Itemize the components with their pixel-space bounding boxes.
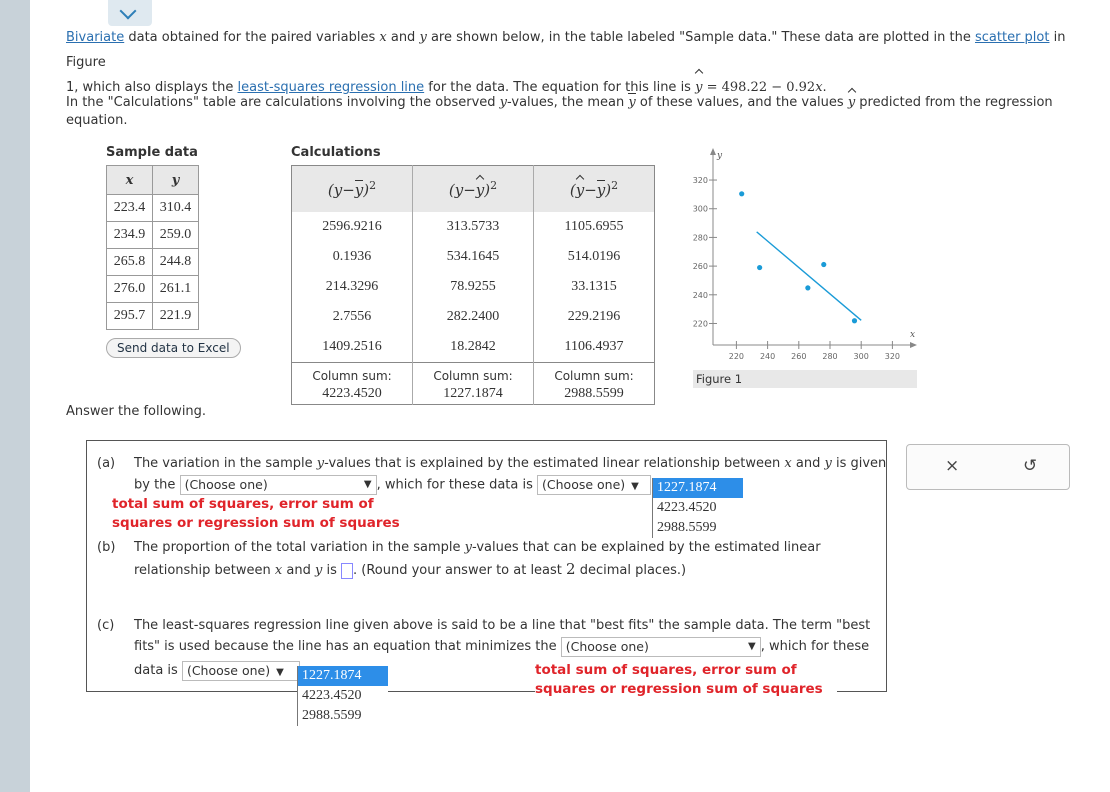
- table-row: [292, 332, 655, 363]
- option-item[interactable]: 4223.4520: [657, 500, 717, 515]
- measure-select-c[interactable]: [561, 637, 761, 657]
- option-item[interactable]: 1227.1874: [653, 478, 743, 498]
- var-x: x: [815, 80, 823, 95]
- text: is given: [831, 456, 887, 471]
- x-tick-label: 320: [884, 352, 901, 361]
- y-tick-label: 240: [692, 290, 708, 300]
- select-value: (Choose one): [565, 638, 649, 654]
- figure-caption: Figure 1: [693, 370, 917, 388]
- cell: 229.2196: [534, 302, 655, 332]
- option-text: squares or regression sum of squares: [112, 515, 400, 531]
- cell: 244.8: [153, 249, 199, 276]
- dropdown-arrow-icon: ▼: [748, 640, 756, 652]
- y-tick-label: 220: [692, 319, 708, 329]
- sample-data-table: [106, 165, 199, 330]
- dropdown-arrow-icon: ▼: [363, 479, 372, 490]
- table-header: [292, 166, 655, 213]
- left-rail: [0, 0, 30, 792]
- text: decimal places.): [575, 563, 687, 578]
- table-row: [107, 303, 199, 330]
- cell: 310.4: [153, 195, 199, 222]
- dropdown-arrow-icon: ▼: [276, 666, 284, 678]
- text: is: [322, 563, 337, 578]
- y-tick-label: 260: [692, 262, 708, 272]
- sample-data-title: Sample data: [106, 145, 198, 160]
- calculations-title: Calculations: [291, 145, 381, 160]
- data-point: [805, 285, 810, 290]
- text: The variation in the sample: [134, 456, 317, 471]
- cell: 2596.9216: [322, 219, 382, 234]
- sum-label: Column sum:: [433, 369, 513, 383]
- header-yhat-minus-ybar-sq: $(y-y)^2$: [534, 166, 655, 213]
- var-y: y: [419, 30, 427, 45]
- select-value: (Choose one): [184, 477, 268, 492]
- header-y: y: [153, 166, 199, 195]
- send-to-excel-button[interactable]: Send data to Excel: [106, 338, 241, 358]
- table-header: [107, 166, 199, 195]
- data-point: [852, 318, 857, 323]
- table-row: [107, 222, 199, 249]
- sum-value: 2988.5599: [564, 386, 624, 401]
- cell: 221.9: [153, 303, 199, 330]
- cell: 1409.2516: [322, 339, 382, 354]
- text: for the data. The equation for this line is: [424, 80, 696, 95]
- var-ybar: y: [628, 95, 636, 110]
- y-axis-label: y: [717, 151, 723, 161]
- cell: 261.1: [153, 276, 199, 303]
- var-y: y: [314, 563, 323, 578]
- undo-icon[interactable]: ↺: [1023, 456, 1038, 476]
- text: data obtained for the paired variables: [124, 30, 380, 45]
- chevron-down-icon: [120, 3, 137, 20]
- cell: 259.0: [153, 222, 199, 249]
- data-point: [821, 262, 826, 267]
- tools-panel: [906, 444, 1070, 490]
- cell: 33.1315: [534, 272, 655, 302]
- text: relationship between: [134, 563, 275, 578]
- decimal-count: 2: [566, 560, 576, 578]
- cell: 234.9: [107, 222, 153, 249]
- text: are shown below, in the table labeled "Sample data." These data are plotted in the: [426, 30, 975, 45]
- text: , which for these data is: [376, 477, 533, 493]
- text: 1, which also displays the: [66, 80, 238, 95]
- text: and: [386, 30, 420, 45]
- table-row: [292, 212, 655, 242]
- proportion-input[interactable]: [341, 563, 353, 579]
- var-y: y: [824, 456, 832, 471]
- cell: 276.0: [107, 276, 153, 303]
- text: predicted from the regression: [855, 95, 1053, 110]
- var-y: y: [316, 456, 325, 471]
- table-row: [292, 242, 655, 272]
- text: in Figure: [66, 30, 1066, 70]
- text: .: [822, 80, 827, 95]
- value-select-a[interactable]: [537, 475, 651, 495]
- x-tick-label: 220: [728, 352, 745, 361]
- value-options-c: [297, 666, 388, 726]
- y-tick-label: 320: [692, 176, 708, 186]
- y-axis-arrow: [710, 148, 716, 155]
- sum-value: 1227.1874: [443, 386, 503, 401]
- cell: 1106.4937: [534, 332, 655, 363]
- measure-select-a[interactable]: [180, 475, 377, 495]
- table-row: [292, 302, 655, 332]
- cell: 78.9255: [413, 272, 534, 302]
- sum-cell: [534, 363, 655, 405]
- table-row: [292, 272, 655, 302]
- text: . (Round your answer to at least: [353, 563, 567, 578]
- part-b-label: (b): [97, 540, 116, 555]
- table-row: [107, 195, 199, 222]
- y-tick-label: 300: [692, 204, 708, 214]
- sum-label: Column sum:: [554, 369, 634, 383]
- cell: 214.3296: [325, 279, 379, 294]
- text: , which for these: [760, 639, 870, 654]
- scatter-plot: [688, 140, 920, 370]
- header-y-minus-ybar-sq: $(y-y)^2$: [292, 166, 413, 213]
- cell: 223.4: [107, 195, 153, 222]
- text: by the: [134, 477, 176, 493]
- option-item[interactable]: 1227.1874: [298, 666, 388, 686]
- cell: 534.1645: [413, 242, 534, 272]
- cell: 2.7556: [332, 309, 372, 324]
- var-y: y: [499, 95, 508, 110]
- cell: 514.0196: [534, 242, 655, 272]
- dropdown-arrow-icon: ▼: [631, 481, 639, 492]
- answer-prompt: Answer the following.: [66, 404, 207, 419]
- table-row: [107, 276, 199, 303]
- value-select-c[interactable]: [182, 661, 300, 681]
- option-text: squares or regression sum of squares: [535, 681, 823, 697]
- x-axis-arrow: [910, 342, 917, 348]
- cell: 295.7: [107, 303, 153, 330]
- collapse-tab[interactable]: [108, 0, 152, 26]
- var-y: y: [464, 540, 472, 555]
- data-point: [739, 191, 744, 196]
- var-x: x: [784, 456, 792, 471]
- option-text: total sum of squares, error sum of: [112, 496, 374, 512]
- sum-value: 4223.4520: [322, 386, 382, 401]
- text: of these values, and the values: [635, 95, 848, 110]
- value-options-a: [652, 478, 743, 538]
- scatter-plot-link[interactable]: scatter plot: [975, 30, 1050, 45]
- calculations-table: [291, 165, 655, 405]
- table-row: [107, 249, 199, 276]
- cell: 265.8: [107, 249, 153, 276]
- header-x: x: [107, 166, 153, 195]
- text: The least-squares regression line given above is said to be a line that "best fits" the sample data. The term "best: [134, 618, 871, 633]
- part-a-line2: [134, 475, 651, 495]
- x-tick-label: 260: [791, 352, 807, 361]
- var-x: x: [274, 563, 283, 578]
- select-value: (Choose one): [542, 477, 626, 492]
- text: -values, the mean: [507, 95, 629, 110]
- var-yhat: y: [695, 75, 702, 100]
- cell: 0.1936: [332, 249, 372, 264]
- x-tick-label: 280: [822, 352, 838, 361]
- part-c-label: (c): [97, 618, 115, 633]
- regression-line: [757, 232, 862, 320]
- option-text: total sum of squares, error sum of: [535, 662, 797, 678]
- data-point: [757, 265, 762, 270]
- measure-options-c: [535, 661, 837, 699]
- y-tick-label: 280: [692, 233, 708, 243]
- text: and: [791, 456, 825, 471]
- cell: 282.2400: [413, 302, 534, 332]
- close-icon[interactable]: ×: [945, 456, 960, 476]
- regression-line-link[interactable]: least-squares regression line: [237, 80, 425, 95]
- text: data is: [134, 663, 178, 678]
- bivariate-link[interactable]: Bivariate: [66, 30, 125, 45]
- option-item[interactable]: 2988.5599: [657, 520, 717, 535]
- option-item[interactable]: 2988.5599: [302, 708, 362, 723]
- var-yhat: y: [847, 95, 856, 110]
- select-value: (Choose one): [186, 662, 271, 678]
- text: In the "Calculations" table are calculations involving the observed: [66, 95, 500, 110]
- sum-cell: [413, 363, 534, 405]
- equation: = 498.22 − 0.92: [702, 80, 816, 95]
- header-y-minus-yhat-sq: $(y-y)^2$: [413, 166, 534, 213]
- calc-intro: [66, 94, 1096, 130]
- text: and: [282, 563, 315, 578]
- var-x: x: [379, 30, 387, 45]
- text: equation.: [66, 113, 128, 128]
- text: -values that is explained by the estimated linear relationship between: [324, 456, 785, 471]
- text: -values that can be explained by the estimated linear: [471, 540, 821, 555]
- option-item[interactable]: 4223.4520: [302, 688, 362, 703]
- cell: 18.2842: [413, 332, 534, 363]
- text: The proportion of the total variation in the sample: [134, 540, 465, 555]
- sum-label: Column sum:: [312, 369, 392, 383]
- sum-cell: [292, 363, 413, 405]
- column-sum-row: [292, 363, 655, 405]
- part-a-label: (a): [97, 456, 116, 471]
- intro-paragraph: [66, 25, 1096, 100]
- x-axis-label: x: [910, 330, 916, 340]
- cell: 1105.6955: [534, 212, 655, 242]
- text: fits" is used because the line has an equation that minimizes the: [134, 639, 557, 654]
- cell: 313.5733: [413, 212, 534, 242]
- x-tick-label: 300: [853, 352, 869, 361]
- measure-options-a: [112, 495, 400, 533]
- x-tick-label: 240: [759, 352, 776, 361]
